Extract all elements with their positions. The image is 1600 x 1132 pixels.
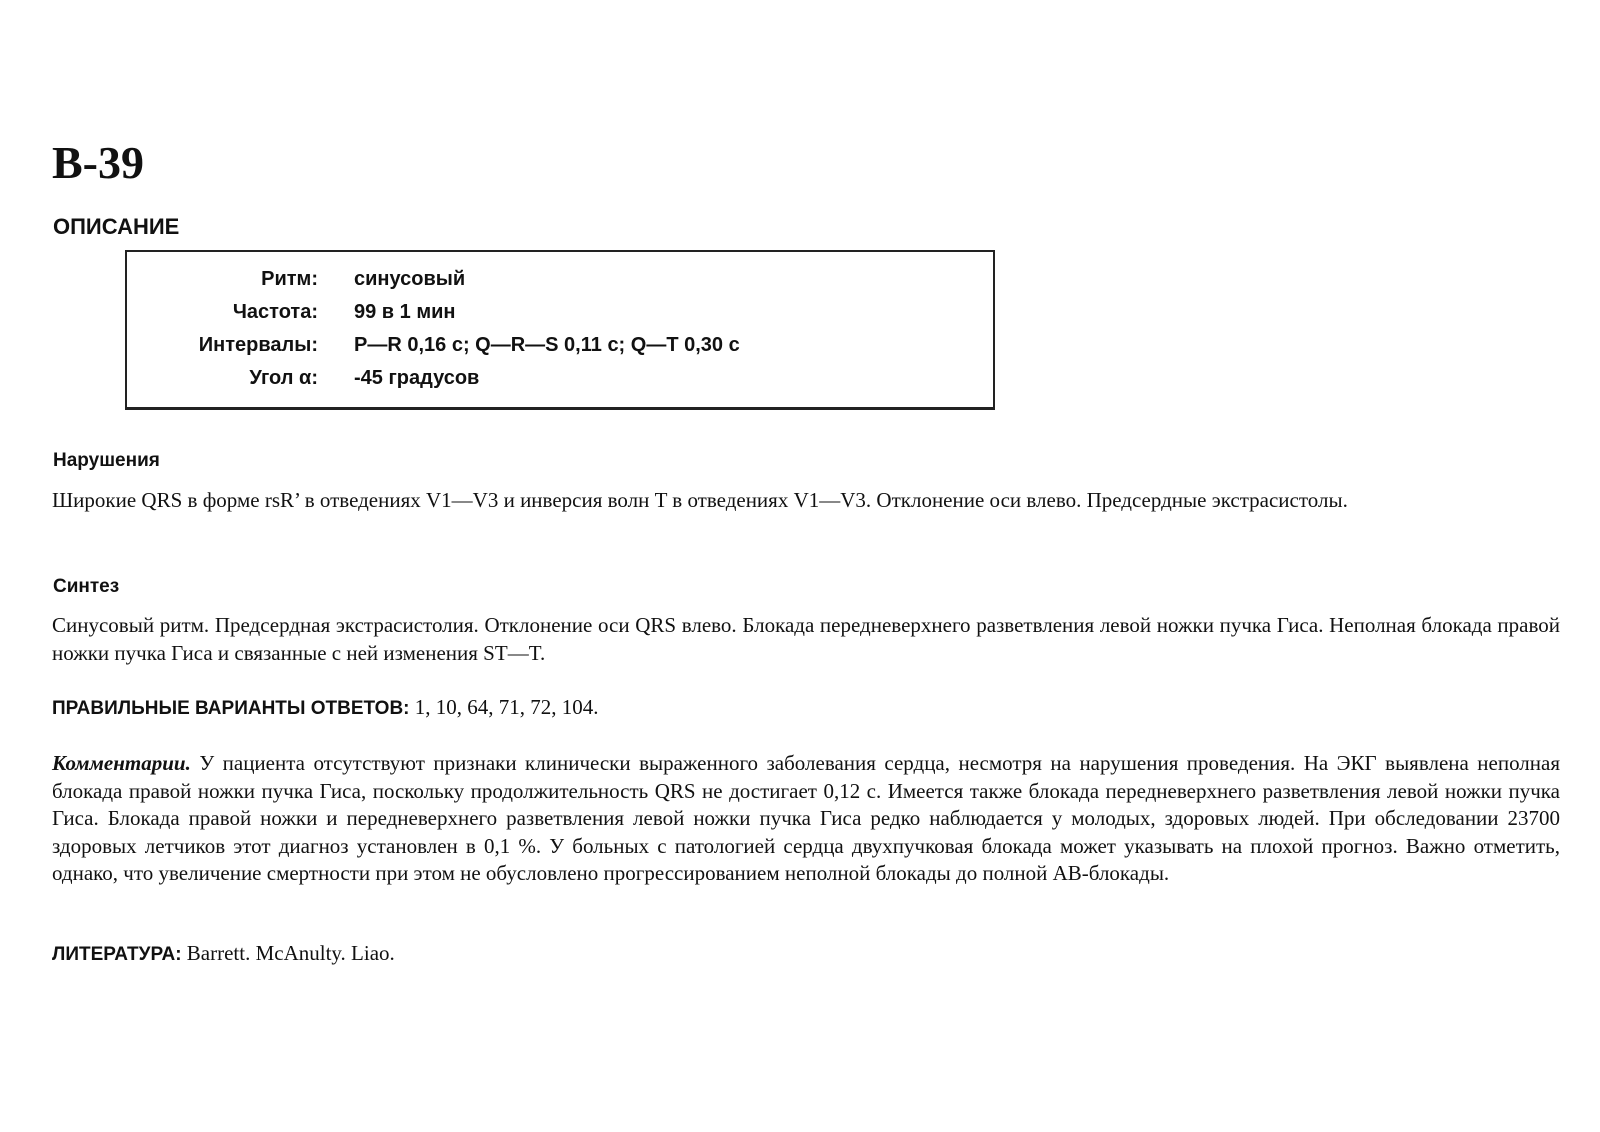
description-row-rhythm [127,263,993,295]
rate-label: Частота: [232,301,318,323]
synthesis-text: Синусовый ритм. Предсердная экстрасистолия. Отклонение оси QRS влево. Блокада передневерхнего разветвления левой ножки пучка Гиса. Неполная блокада правой ножки пучка Гиса и связанные с ней изменения ST—T. [52,613,1560,665]
answers-label: ПРАВИЛЬНЫЕ ВАРИАНТЫ ОТВЕТОВ: [52,698,410,719]
comments-text: У пациента отсутствуют признаки клинически выраженного заболевания сердца, несмотря на нарушения проведения. На ЭКГ выявлена неполная блокада правой ножки пучка Гиса, поскольку продолжительность QRS не достигает 0,12 с. Имеется также блокада передневерхнего разветвления левой ножки пучка Гиса. Блокада правой ножки и передневерхнего разветвления левой ножки пучка Гиса редко наблюдается у молодых, здоровых людей. При обследовании 23700 здоровых летчиков этот диагноз установлен в 0,1 %. У больных с патологией сердца двухпучковая блокада может указывать на плохой прогноз. Важно отметить, однако, что увеличение смертности при этом не обусловлено прогрессированием неполной блокады до полной АВ-блокады. [52,751,1561,885]
answers-value: 1, 10, 64, 71, 72, 104. [414,695,599,719]
answers-line [52,694,1560,723]
axis-value: -45 градусов [354,367,480,389]
intervals-label: Интервалы: [198,334,318,356]
rhythm-value: синусовый [354,268,466,290]
description-heading: ОПИСАНИЕ [53,214,180,239]
description-row-intervals [127,329,993,361]
rate-value: 99 в 1 мин [354,301,456,323]
intervals-value: P—R 0,16 с; Q—R—S 0,11 с; Q—T 0,30 с [354,334,740,356]
literature-line [52,940,1560,969]
literature-label: ЛИТЕРАТУРА: [52,944,182,965]
synthesis-heading: Синтез [53,576,120,597]
disorders-heading: Нарушения [53,450,160,471]
disorders-text: Широкие QRS в форме rsR’ в отведениях V1—V3 и инверсия волн T в отведениях V1—V3. Отклонение оси влево. Предсердные экстрасистолы. [52,488,1348,512]
description-row-rate [127,296,993,328]
case-id-heading: B-39 [52,137,144,188]
axis-label: Угол α: [249,367,318,389]
rhythm-label: Ритм: [261,268,318,290]
description-box [125,250,995,410]
literature-value: Barrett. McAnulty. Liao. [186,941,395,965]
comments-paragraph [52,750,1560,888]
comments-label: Комментарии. [52,751,191,775]
description-row-axis [127,362,993,394]
